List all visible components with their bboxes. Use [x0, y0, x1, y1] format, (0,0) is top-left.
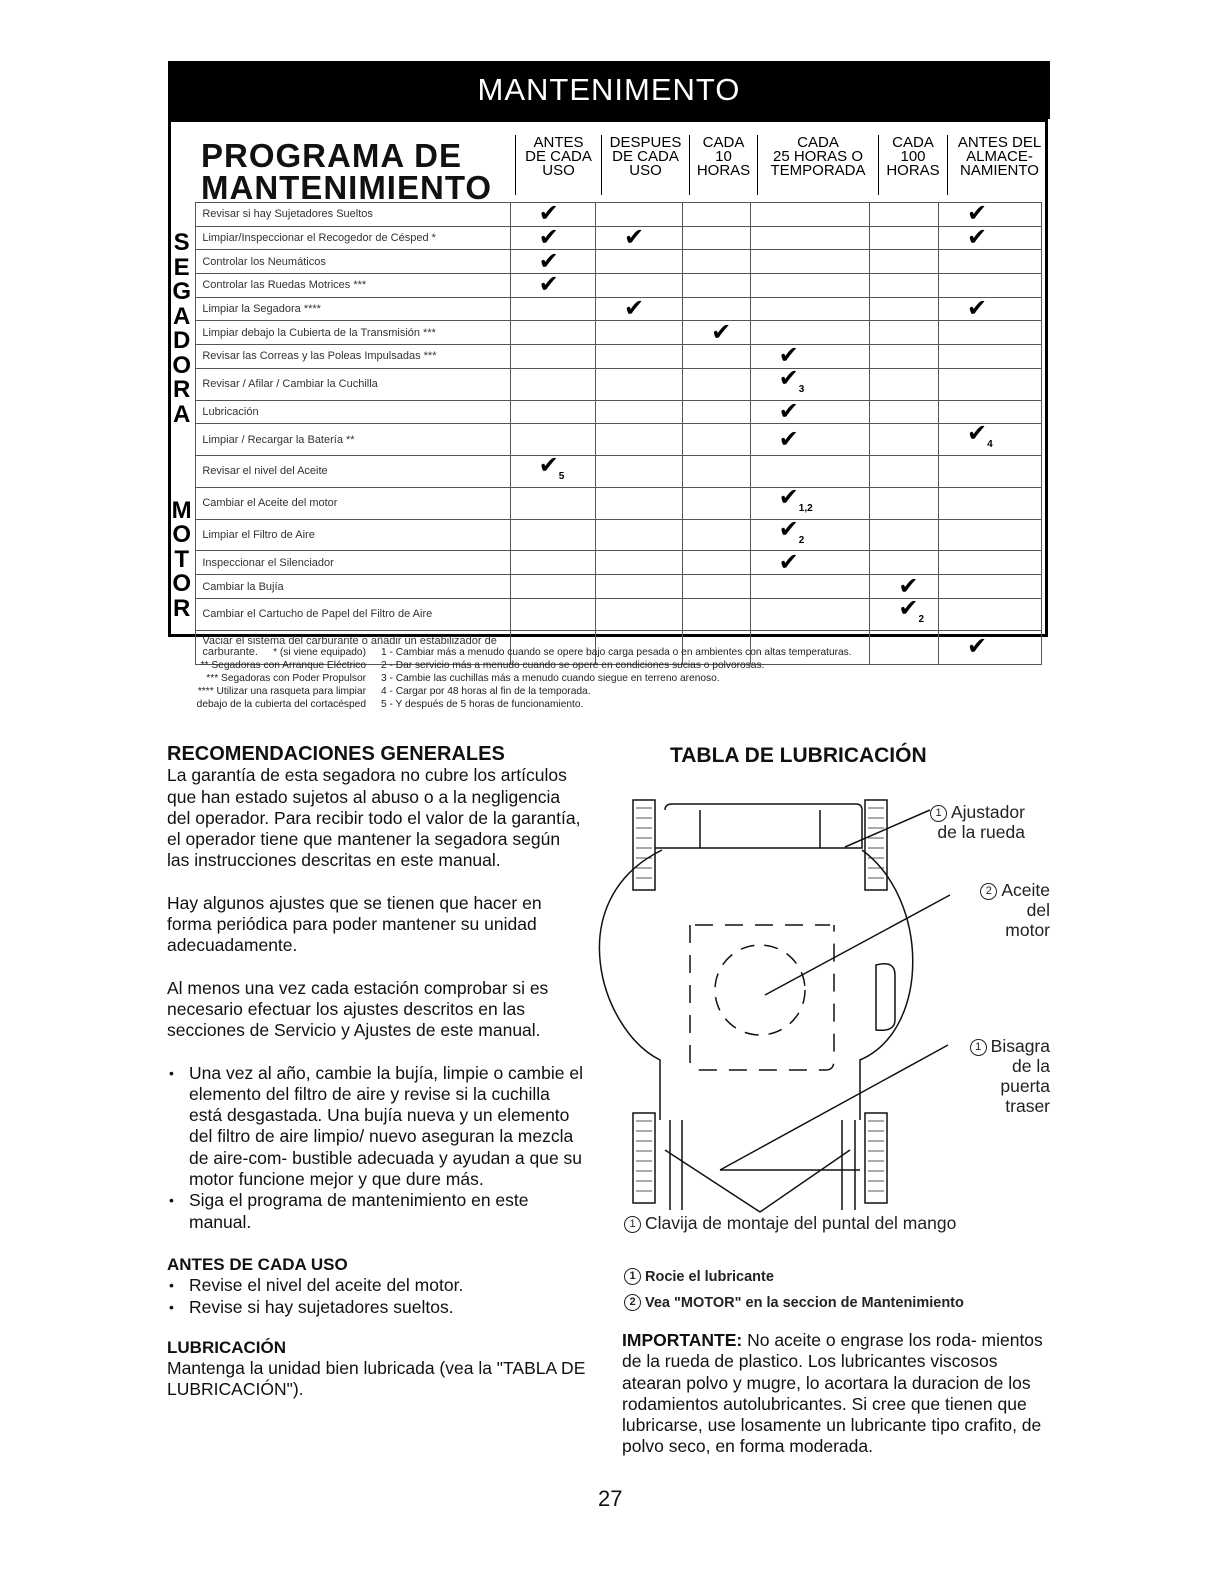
table-row	[168, 274, 1042, 298]
check-cell	[750, 226, 870, 250]
rear-left-wheel	[633, 1113, 655, 1203]
label-text: Ajustador	[951, 802, 1025, 822]
legend-text: Vea "MOTOR" en la seccion de Mantenimiento	[645, 1295, 964, 1311]
check-cell	[683, 226, 751, 250]
check-cell	[595, 345, 682, 369]
check-cell	[510, 487, 595, 519]
check-cell: $✔_3$	[750, 368, 870, 400]
label-text: de la rueda	[937, 822, 1025, 842]
check-cell	[870, 250, 939, 274]
check-cell	[870, 456, 939, 488]
important-text: No aceite o engrase los roda- mientos de la rueda de plastico. Los lubricantes viscosos atearan polvo y mugre, lo acortara la duracion de los rodamientos autolubricantes. Si cree que tienen que lubricarse, use losamente un lubricante tipo crafito, de polvo seco, en forma moderada.	[622, 1330, 1043, 1457]
column-header-line: USO	[629, 162, 662, 179]
check-cell: ✔	[595, 226, 682, 250]
check-cell	[510, 321, 595, 345]
check-cell: ✔	[939, 226, 1042, 250]
table-row	[168, 551, 1042, 575]
check-cell	[750, 456, 870, 488]
column-header-line: CADA	[892, 134, 934, 151]
lubrication-text: Mantenga la unidad bien lubricada (vea la "TABLA DE LUBRICACIÓN").	[167, 1358, 586, 1400]
front-right-wheel	[865, 800, 887, 890]
list-item: • Revise si hay sujetadores sueltos.	[167, 1297, 587, 1318]
callout-number: 1	[624, 1268, 641, 1285]
check-cell: ✔	[939, 297, 1042, 321]
check-cell	[939, 368, 1042, 400]
rear-right-wheel	[865, 1113, 887, 1203]
label-text: Bisagra	[990, 1036, 1050, 1056]
check-cell	[939, 575, 1042, 599]
section-banner: MANTENIMENTO	[168, 61, 1050, 119]
footnote: *** Segadoras con Poder Propulsor	[206, 673, 366, 684]
check-cell	[510, 551, 595, 575]
lubrication-heading: LUBRICACIÓN	[167, 1337, 286, 1357]
task-label: Controlar las Ruedas Motrices ***	[196, 274, 510, 298]
column-header-line: ALMACE-	[966, 148, 1033, 165]
task-label: Limpiar el Filtro de Aire	[196, 519, 510, 551]
important-note	[622, 1330, 1050, 1458]
table-row	[168, 575, 1042, 599]
label-text: del	[1026, 900, 1050, 920]
column-header-line: CADA	[702, 134, 745, 151]
table-row	[168, 226, 1042, 250]
before-use-heading: ANTES DE CADA USO	[167, 1254, 348, 1274]
check-cell	[683, 400, 751, 424]
callout-number: 2	[624, 1294, 641, 1311]
check-cell: $✔_5$	[510, 456, 595, 488]
column-header-line: 100	[900, 148, 926, 165]
table-row	[168, 424, 1042, 456]
recommendations-paragraph: Al menos una vez cada estación comprobar si es necesario efectuar los ajustes descritos en las secciones de Servicio y Ajustes de este manual.	[167, 977, 549, 1041]
label-wheel-adjuster	[930, 802, 1025, 842]
check-cell	[870, 203, 939, 227]
check-cell	[595, 274, 682, 298]
check-cell	[683, 456, 751, 488]
check-cell	[595, 519, 682, 551]
check-cell	[595, 400, 682, 424]
column-header-line: NAMIENTO	[960, 162, 1039, 179]
recommendations-heading: RECOMENDACIONES GENERALES	[167, 743, 505, 765]
before-use-list	[167, 1275, 587, 1318]
schedule-title-line2: MANTENIMIENTO	[201, 169, 493, 206]
check-cell	[595, 551, 682, 575]
check-cell	[750, 250, 870, 274]
column-header-line: DE CADA	[612, 148, 679, 165]
check-cell	[870, 424, 939, 456]
column-header-line: DE CADA	[525, 148, 592, 165]
footnote: 1 - Cambiar más a menudo cuando se opere bajo carga pesada o en ambientes con altas temperaturas.	[381, 647, 852, 658]
label-text: Aceite	[1001, 880, 1050, 900]
task-label: Revisar / Afilar / Cambiar la Cuchilla	[196, 368, 510, 400]
check-cell	[595, 598, 682, 630]
footnotes-symbols	[170, 646, 366, 711]
column-header-line: DESPUES	[609, 134, 682, 151]
column-header-line: CADA	[797, 134, 839, 151]
check-cell	[510, 598, 595, 630]
callout-number: 1	[970, 1039, 987, 1056]
task-label: Limpiar debajo la Cubierta de la Transmisión ***	[196, 321, 510, 345]
important-label: IMPORTANTE:	[622, 1330, 743, 1350]
check-cell	[750, 297, 870, 321]
check-cell	[683, 250, 751, 274]
check-cell: ✔	[683, 321, 751, 345]
check-cell: ✔	[750, 424, 870, 456]
check-cell	[683, 551, 751, 575]
column-header	[601, 135, 689, 195]
column-header-line: ANTES DEL	[957, 134, 1042, 151]
check-cell	[683, 368, 751, 400]
check-cell	[683, 519, 751, 551]
list-item: • Siga el programa de mantenimiento en este manual.	[167, 1190, 587, 1233]
column-header-line: USO	[542, 162, 575, 179]
check-cell: ✔	[939, 630, 1042, 664]
check-cell	[510, 297, 595, 321]
check-cell	[939, 321, 1042, 345]
page-number: 27	[598, 1486, 623, 1511]
check-cell	[683, 487, 751, 519]
check-cell	[870, 519, 939, 551]
task-label: Limpiar la Segadora ****	[196, 297, 510, 321]
check-cell	[510, 519, 595, 551]
table-row	[168, 345, 1042, 369]
check-cell	[750, 575, 870, 599]
check-cell	[683, 598, 751, 630]
check-cell	[939, 345, 1042, 369]
check-cell	[750, 321, 870, 345]
check-cell	[510, 575, 595, 599]
check-cell	[870, 226, 939, 250]
callout-number: 1	[930, 805, 947, 822]
column-header-line: 25 HORAS O	[772, 148, 864, 165]
column-header	[515, 135, 601, 195]
check-cell: ✔	[750, 345, 870, 369]
label-text: Clavija de montaje del puntal del mango	[645, 1213, 957, 1233]
task-label: Inspeccionar el Silenciador	[196, 551, 510, 575]
task-label: Cambiar el Cartucho de Papel del Filtro de Aire	[196, 598, 510, 630]
schedule-table	[168, 202, 1042, 665]
check-cell: ✔	[510, 250, 595, 274]
check-cell	[870, 630, 939, 664]
task-label: Limpiar / Recargar la Batería **	[196, 424, 510, 456]
callout-number: 2	[980, 883, 997, 900]
check-cell: ✔	[510, 226, 595, 250]
check-cell	[595, 575, 682, 599]
schedule-title	[201, 137, 493, 206]
check-cell	[870, 368, 939, 400]
footnote: ** Segadoras con Arranque Eléctrico	[200, 660, 366, 671]
check-cell	[595, 368, 682, 400]
check-cell	[870, 297, 939, 321]
check-cell	[939, 400, 1042, 424]
check-cell	[683, 297, 751, 321]
lubrication-chart-heading: TABLA DE LUBRICACIÓN	[670, 744, 927, 767]
check-cell	[595, 250, 682, 274]
label-handle-bolt	[624, 1213, 956, 1233]
task-label: Revisar el nivel del Aceite	[196, 456, 510, 488]
front-left-wheel	[633, 800, 655, 890]
task-label: Revisar si hay Sujetadores Sueltos	[196, 203, 510, 227]
general-recommendations	[167, 744, 587, 1401]
table-row	[168, 456, 1042, 488]
check-cell	[595, 487, 682, 519]
check-cell: $✔_{1,2}$	[750, 487, 870, 519]
table-row	[168, 203, 1042, 227]
check-cell	[939, 250, 1042, 274]
check-cell	[595, 203, 682, 227]
label-text: de la	[1012, 1056, 1050, 1076]
task-label: Limpiar/Inspeccionar el Recogedor de Césped *	[196, 226, 510, 250]
footnote: 3 - Cambie las cuchillas más a menudo cuando siegue en terreno arenoso.	[381, 673, 720, 684]
label-text: motor	[1005, 920, 1050, 940]
check-cell: $✔_2$	[870, 598, 939, 630]
check-cell	[870, 345, 939, 369]
check-cell	[595, 424, 682, 456]
task-label: Lubricación	[196, 400, 510, 424]
check-cell: ✔	[510, 203, 595, 227]
check-cell	[870, 487, 939, 519]
column-header	[878, 135, 947, 195]
table-row	[168, 321, 1042, 345]
label-text: traser	[1005, 1096, 1050, 1116]
check-cell	[510, 345, 595, 369]
check-cell	[870, 274, 939, 298]
check-cell	[750, 598, 870, 630]
footnotes-numbers	[381, 646, 852, 711]
check-cell	[595, 321, 682, 345]
check-cell: ✔	[595, 297, 682, 321]
column-header-line: TEMPORADA	[770, 162, 866, 179]
check-cell	[683, 203, 751, 227]
check-cell	[595, 456, 682, 488]
group-label: S E G A D O R A	[168, 203, 196, 456]
task-label: Vaciar el sistema del carburante o añadir un estabilizador de carburante.	[196, 630, 510, 664]
label-text: puerta	[1000, 1076, 1050, 1096]
list-item: • Una vez al año, cambie la bujía, limpie o cambie el elemento del filtro de aire y revise si la cuchilla está desgastada. Una bujía nueva y un elemento del filtro de aire limpio/ nuevo aseguran la mezcla de aire-com- bustible adecuada y ayudan a que su motor funcione mejor y que dure más.	[167, 1063, 587, 1191]
check-cell: ✔	[510, 274, 595, 298]
list-item: • Revise el nivel del aceite del motor.	[167, 1275, 587, 1296]
footnote: debajo de la cubierta del cortacésped	[196, 699, 366, 710]
column-header	[947, 135, 1051, 195]
check-cell	[939, 519, 1042, 551]
column-header-line: HORAS	[696, 162, 751, 179]
table-row	[168, 250, 1042, 274]
check-cell: ✔	[750, 551, 870, 575]
legend-text: Rocie el lubricante	[645, 1269, 774, 1285]
table-row	[168, 400, 1042, 424]
label-rear-door-hinge	[945, 1036, 1050, 1116]
column-header-line: ANTES	[533, 134, 584, 151]
check-cell	[939, 487, 1042, 519]
check-cell	[510, 424, 595, 456]
task-label: Revisar las Correas y las Poleas Impulsadas ***	[196, 345, 510, 369]
check-cell	[683, 575, 751, 599]
recommendations-list	[167, 1063, 587, 1233]
check-cell: ✔	[870, 575, 939, 599]
task-label: Cambiar la Bujía	[196, 575, 510, 599]
check-cell	[750, 203, 870, 227]
column-header-line: HORAS	[886, 162, 940, 179]
check-cell	[870, 321, 939, 345]
check-cell	[939, 551, 1042, 575]
group-label: M O T O R	[168, 456, 196, 665]
table-row	[168, 297, 1042, 321]
footnote: **** Utilizar una rasqueta para limpiar	[197, 686, 366, 697]
check-cell: ✔	[750, 400, 870, 424]
lubrication-chart	[622, 744, 1052, 768]
lubrication-legend	[624, 1264, 964, 1316]
check-cell	[683, 345, 751, 369]
table-row	[168, 519, 1042, 551]
check-cell	[683, 424, 751, 456]
check-cell	[939, 274, 1042, 298]
recommendations-paragraph: La garantía de esta segadora no cubre los artículos que han estado sujetos al abuso o a la negligencia del operador. Para recibir todo el valor de la garantía, el operador tiene que mantener la segadora según las instrucciones descritas en este manual.	[167, 765, 581, 871]
check-cell: ✔	[939, 203, 1042, 227]
table-row	[168, 598, 1042, 630]
callout-number: 1	[624, 1216, 641, 1233]
label-engine-oil	[945, 880, 1050, 940]
footnote: * (si viene equipado)	[273, 647, 366, 658]
table-row	[168, 487, 1042, 519]
column-header	[689, 135, 757, 195]
check-cell	[939, 598, 1042, 630]
task-label: Cambiar el Aceite del motor	[196, 487, 510, 519]
task-label: Controlar los Neumáticos	[196, 250, 510, 274]
check-cell	[870, 400, 939, 424]
check-cell: $✔_2$	[750, 519, 870, 551]
check-cell	[870, 551, 939, 575]
recommendations-paragraph: Hay algunos ajustes que se tienen que hacer en forma periódica para poder mantener su unidad adecuadamente.	[167, 892, 542, 956]
check-cell: $✔_4$	[939, 424, 1042, 456]
check-cell	[510, 368, 595, 400]
column-header	[757, 135, 878, 195]
check-cell	[750, 274, 870, 298]
check-cell	[683, 274, 751, 298]
check-cell	[939, 456, 1042, 488]
column-header-line: 10	[715, 148, 732, 165]
schedule-title-line1: PROGRAMA DE	[201, 137, 462, 174]
footnote: 5 - Y después de 5 horas de funcionamiento.	[381, 699, 584, 710]
table-row	[168, 368, 1042, 400]
check-cell	[510, 400, 595, 424]
footnote: 4 - Cargar por 48 horas al fin de la temporada.	[381, 686, 591, 697]
footnote: 2 - Dar servicio más a menudo cuando se opere en condiciones sucias o polvorosas.	[381, 660, 765, 671]
